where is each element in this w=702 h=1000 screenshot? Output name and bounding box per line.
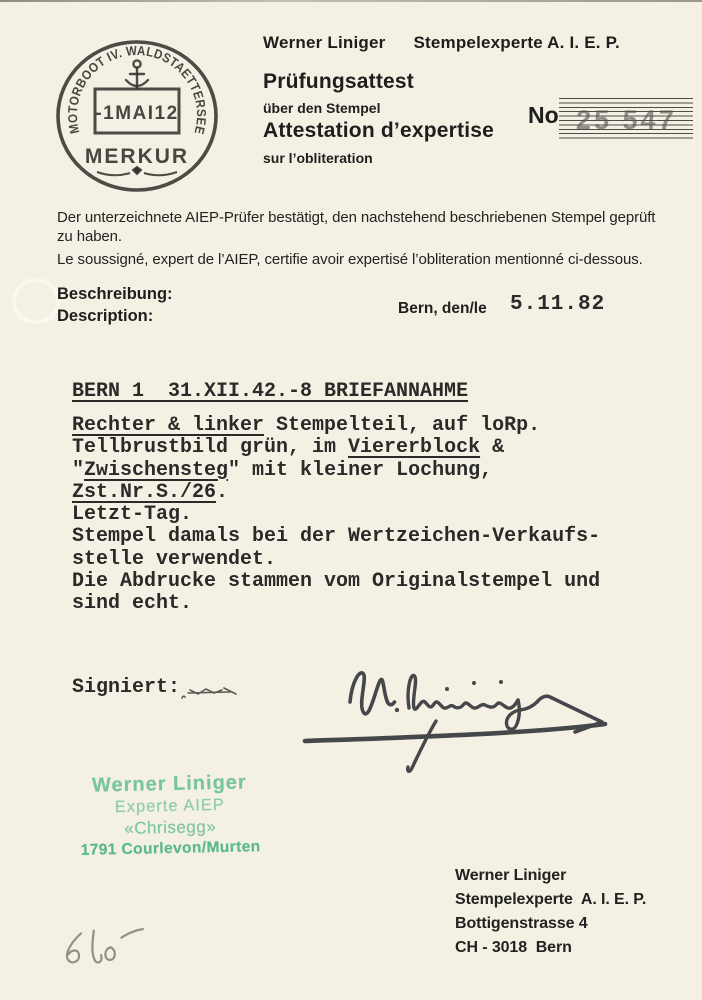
certificate-number-field — [559, 98, 693, 142]
postmark-ring-text: MOTORBOOT IV. WALDSTAETTERSEE — [64, 42, 210, 137]
expert-header — [263, 33, 620, 53]
place-date-label: Bern, den/le — [398, 300, 487, 317]
statement-de-line2: zu haben. — [57, 228, 122, 245]
scan-edge — [0, 0, 702, 2]
description-label-en: Description: — [57, 307, 154, 325]
anchor-icon — [126, 60, 148, 88]
typewritten-line: Letzt-Tag. — [72, 503, 193, 527]
postmark-name: MERKUR — [84, 145, 190, 168]
smudge-artifact — [12, 278, 60, 324]
typewritten-line: stelle verwendet. — [72, 547, 277, 571]
handstamp-name: Werner Liniger — [91, 771, 247, 797]
handwritten-signature — [280, 655, 620, 790]
footer-city: CH - 3018 Bern — [455, 939, 572, 956]
strikethrough-scribble — [178, 682, 253, 704]
stamp-title-line: BERN 1 31.XII.42.-8 BRIEFANNAHME — [72, 380, 469, 403]
statement-fr: Le soussigné, expert de l’AIEP, certifie avoir expertisé l’obliteration mentionné ci-dessous. — [57, 251, 643, 268]
footer-role: Stempelexperte A. I. E. P. — [455, 891, 647, 908]
expert-handstamp — [67, 771, 273, 862]
pencil-price-note — [50, 919, 153, 976]
handstamp-house: «Chrisegg» — [124, 817, 217, 838]
footer-street: Bottigenstrasse 4 — [455, 915, 588, 932]
typewritten-line: Tellbrustbild grün, im Viererblock & — [72, 436, 505, 460]
footer-name: Werner Liniger — [455, 867, 567, 884]
description-label-de: Beschreibung: — [57, 285, 173, 303]
certification-statement — [57, 208, 655, 269]
attest-title-de: Prüfungsattest — [263, 70, 414, 93]
attest-subtitle-fr: sur l’obliteration — [263, 150, 373, 166]
expert-title: Stempelexperte A. I. E. P. — [413, 33, 620, 52]
attest-title-fr: Attestation d’expertise — [263, 119, 494, 142]
handstamp-place: 1791 Courlevon/Murten — [80, 838, 261, 859]
signed-label: Signiert: — [72, 676, 181, 699]
certificate-date: 5.11.82 — [510, 293, 606, 316]
postmark-date: -1MAI12 — [95, 103, 179, 124]
attest-subtitle-de: über den Stempel — [263, 100, 381, 116]
statement-de-line1: Der unterzeichnete AIEP-Prüfer bestätigt, den nachstehend beschriebenen Stempel geprüft — [57, 209, 656, 226]
typewritten-line: Rechter & linker Stempelteil, auf loRp. — [72, 414, 541, 437]
certificate-number-value: 25 547 — [575, 104, 677, 135]
certificate-number-label: No — [528, 102, 559, 128]
description-labels — [57, 283, 173, 327]
postmark-flourish — [97, 167, 177, 175]
typewritten-body — [72, 381, 600, 616]
typewritten-line: Die Abdrucke stammen vom Originalstempel und — [72, 570, 601, 594]
footer-address — [455, 864, 646, 960]
typewritten-line: sind echt. — [72, 592, 193, 616]
handstamp-role: Experte AIEP — [114, 795, 226, 817]
expert-name: Werner Liniger — [263, 33, 386, 52]
typewritten-line: "Zwischensteg" mit kleiner Lochung, — [72, 458, 493, 482]
typewritten-line: Zst.Nr.S./26. — [72, 480, 229, 504]
circular-postmark — [42, 22, 232, 212]
typewritten-line: Stempel damals bei der Wertzeichen-Verkaufs- — [72, 525, 601, 549]
typewritten-lines — [72, 415, 600, 616]
